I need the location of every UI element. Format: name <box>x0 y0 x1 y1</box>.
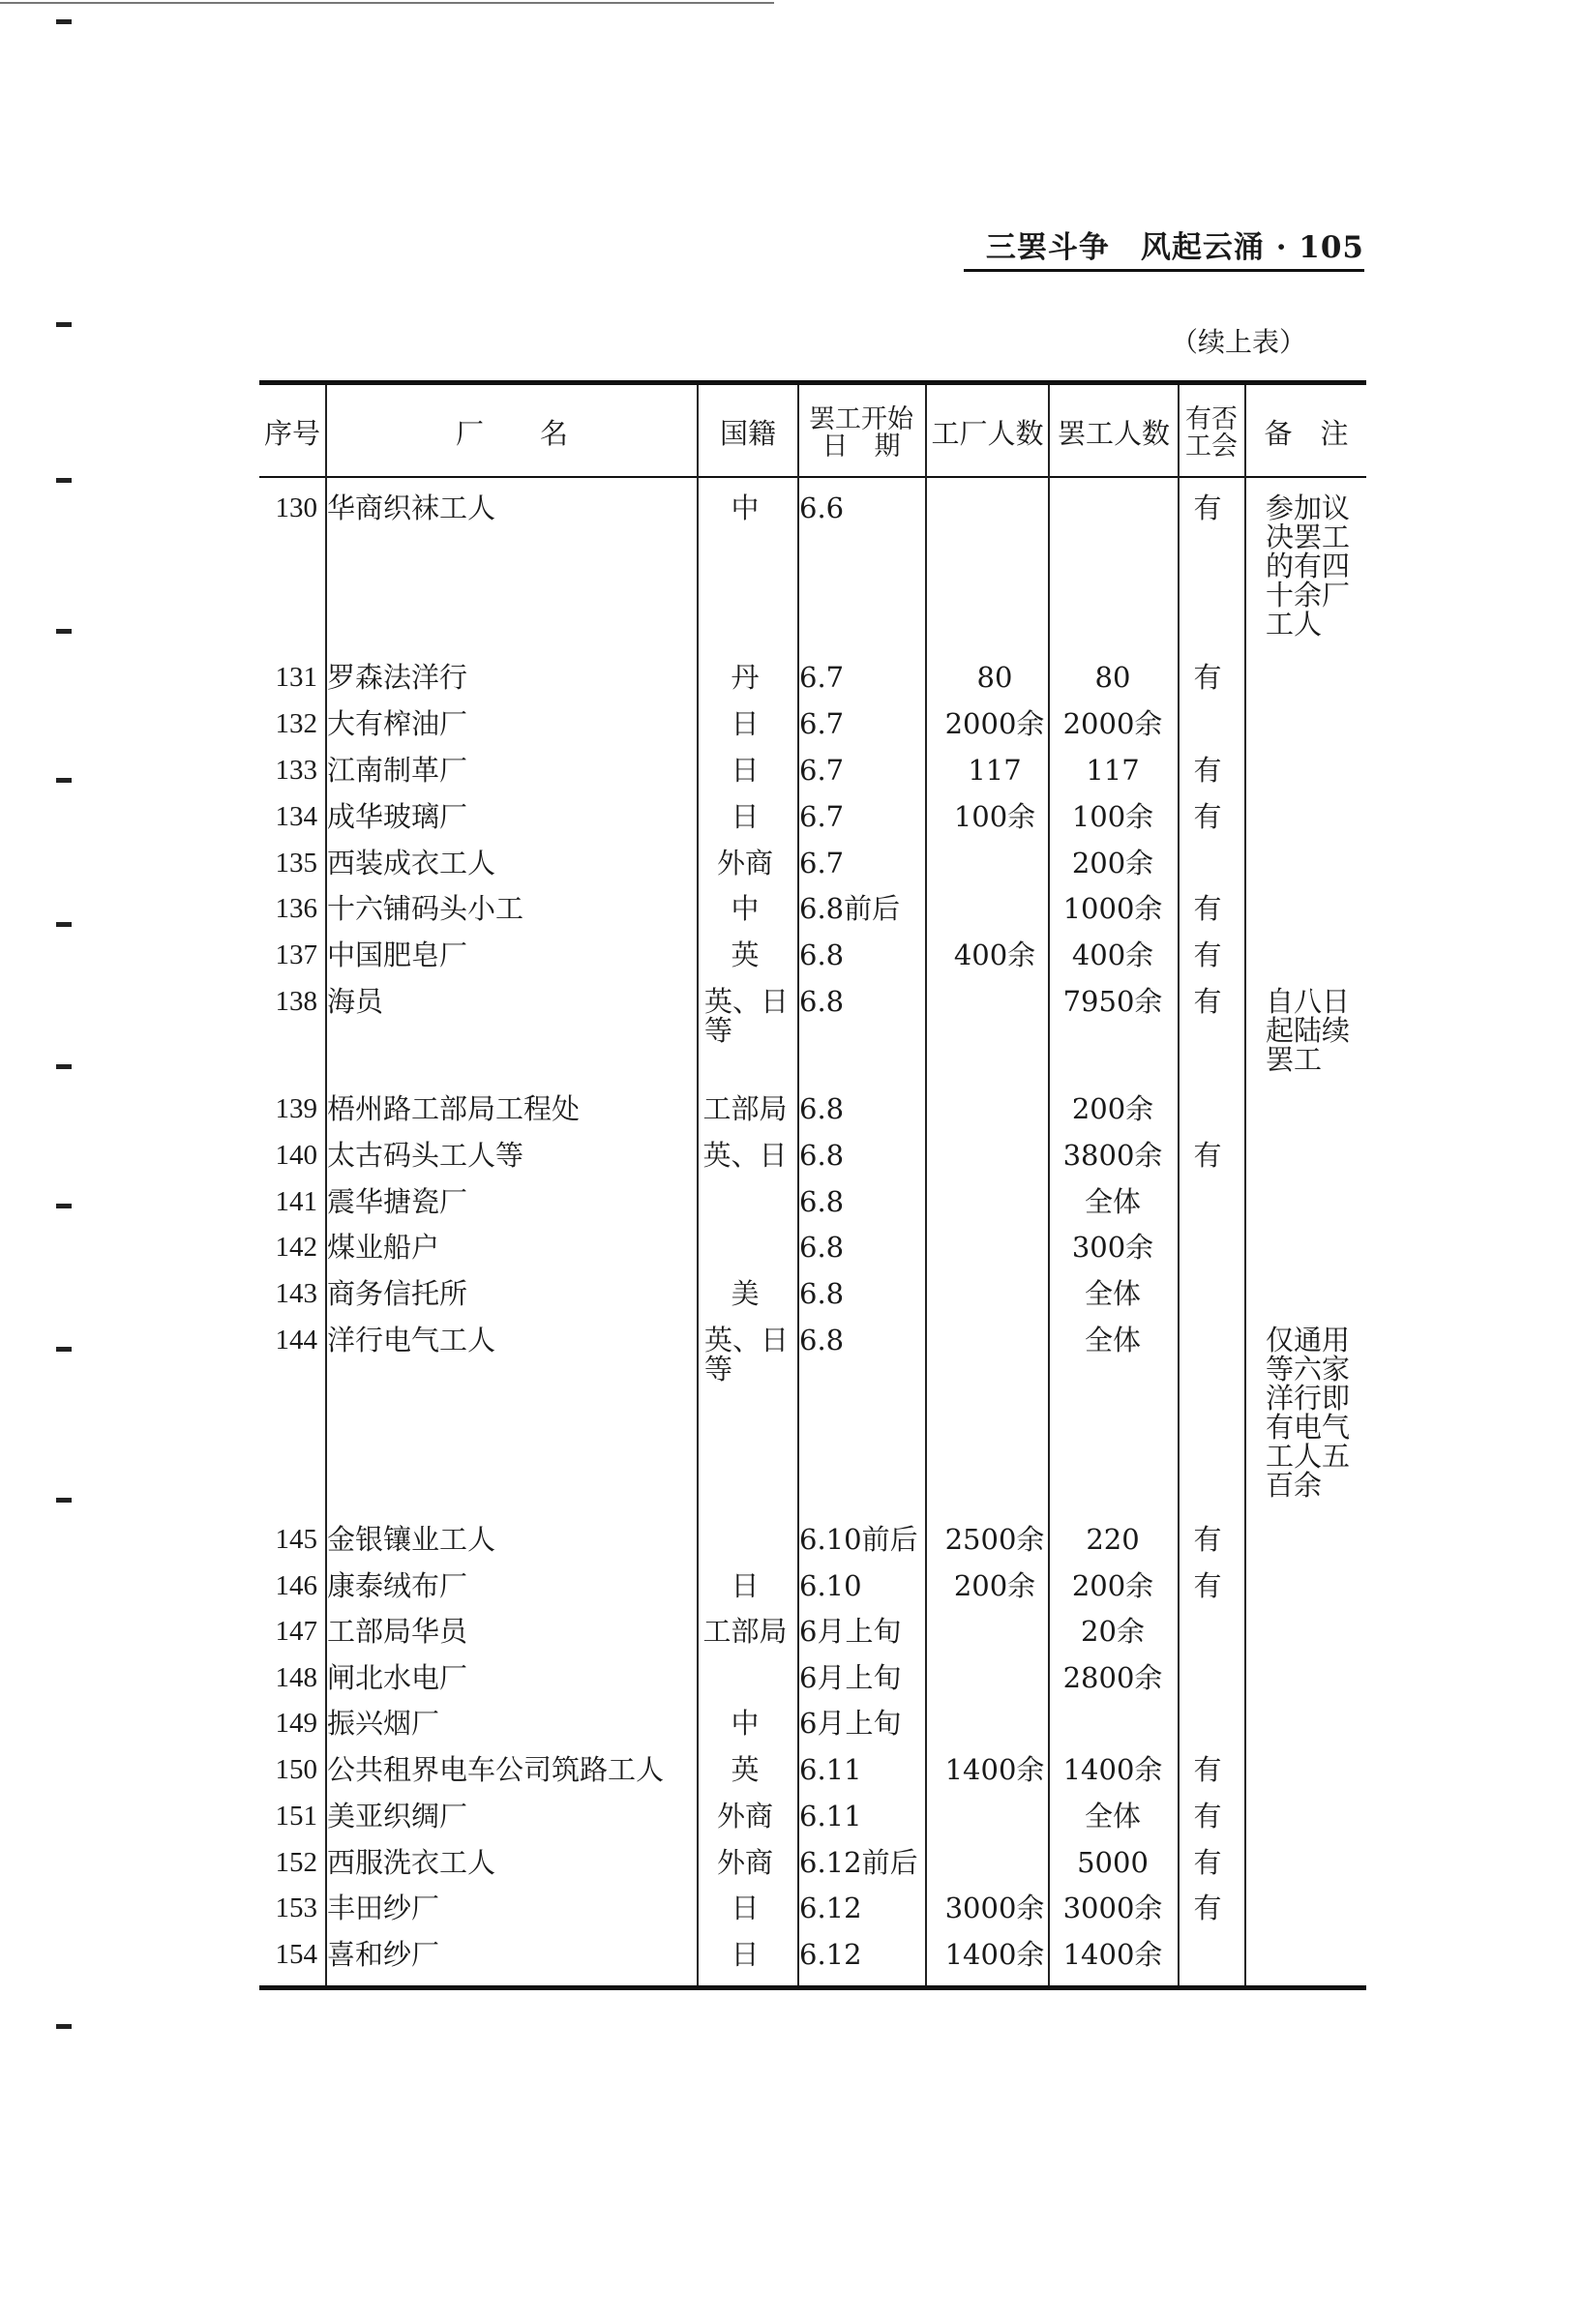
table-bottom-rule <box>259 1985 1366 1990</box>
strike-date: 6.8 <box>799 1185 845 1218</box>
factory-workers: 2000余 <box>944 707 1045 740</box>
factory-workers: 2500余 <box>944 1523 1045 1556</box>
strike-workers: 200余 <box>1071 847 1154 879</box>
header-strike-workers: 罢工人数 <box>1057 416 1170 450</box>
row-number: 148 <box>275 1662 317 1693</box>
strike-date: 6月上旬 <box>799 1707 902 1740</box>
nationality: 外商 <box>716 1800 773 1832</box>
strike-workers: 全体 <box>1084 1185 1141 1218</box>
nationality: 丹 <box>731 661 760 694</box>
row-number: 150 <box>275 1754 317 1785</box>
factory-name: 华商织袜工人 <box>327 492 496 524</box>
column-divider <box>697 385 699 1985</box>
factory-name: 美亚织绸厂 <box>327 1800 468 1832</box>
strike-date: 6.8 <box>799 1092 845 1125</box>
factory-name: 太古码头工人等 <box>327 1139 524 1172</box>
union-status: 有 <box>1193 661 1222 694</box>
union-status: 有 <box>1193 1800 1222 1832</box>
row-number: 131 <box>275 662 317 693</box>
union-status: 有 <box>1193 985 1222 1018</box>
nationality: 英 <box>731 939 760 971</box>
strike-workers: 全体 <box>1084 1800 1141 1832</box>
union-status: 有 <box>1193 800 1222 833</box>
factory-name: 工部局华员 <box>327 1615 468 1648</box>
row-number: 134 <box>275 801 317 832</box>
factory-workers: 1400余 <box>944 1753 1045 1786</box>
header-rule <box>964 269 1364 272</box>
remark: 自八日起陆续罢工 <box>1266 985 1351 1076</box>
factory-name: 康泰绒布厂 <box>327 1569 468 1602</box>
row-number: 144 <box>275 1325 317 1356</box>
continued-label: （续上表） <box>1170 326 1306 358</box>
union-status: 有 <box>1193 492 1222 524</box>
row-number: 147 <box>275 1616 317 1647</box>
row-number: 138 <box>275 986 317 1017</box>
factory-name: 罗森法洋行 <box>327 661 468 694</box>
row-number: 140 <box>275 1140 317 1171</box>
nationality: 外商 <box>716 847 773 879</box>
strike-date: 6.11 <box>799 1800 862 1832</box>
factory-workers: 80 <box>976 661 1013 694</box>
factory-workers: 100余 <box>953 800 1036 833</box>
strike-date: 6.8前后 <box>799 892 901 925</box>
remark: 仅通用等六家洋行即有电气工人五百余 <box>1266 1324 1351 1502</box>
row-number: 135 <box>275 848 317 879</box>
factory-workers: 3000余 <box>944 1892 1045 1924</box>
strike-workers: 5000 <box>1077 1846 1149 1879</box>
column-divider <box>925 385 927 1985</box>
nationality: 日 <box>731 1569 760 1602</box>
strike-workers: 20余 <box>1081 1615 1145 1648</box>
row-number: 151 <box>275 1801 317 1832</box>
nationality: 中 <box>731 1707 760 1740</box>
strike-date: 6.10 <box>799 1569 862 1602</box>
strike-date: 6.8 <box>799 1277 845 1310</box>
nationality: 日 <box>731 800 760 833</box>
scan-edge-line <box>0 2 774 4</box>
factory-name: 江南制革厂 <box>327 754 468 787</box>
strike-workers: 117 <box>1086 754 1140 787</box>
factory-name: 西服洗衣工人 <box>327 1846 496 1879</box>
margin-mark <box>56 19 72 24</box>
factory-name: 闸北水电厂 <box>327 1661 468 1694</box>
margin-mark <box>56 1347 72 1352</box>
factory-name: 梧州路工部局工程处 <box>327 1092 581 1125</box>
strike-date: 6.11 <box>799 1753 862 1786</box>
table-top-rule <box>259 380 1366 385</box>
header-union: 有否工会 <box>1185 403 1238 462</box>
factory-name: 西装成衣工人 <box>327 847 496 879</box>
union-status: 有 <box>1193 1523 1222 1556</box>
union-status: 有 <box>1193 1139 1222 1172</box>
factory-name: 喜和纱厂 <box>327 1938 440 1971</box>
nationality: 工部局 <box>702 1615 788 1648</box>
union-status: 有 <box>1193 939 1222 971</box>
column-divider <box>1178 385 1180 1985</box>
strike-workers: 1400余 <box>1062 1753 1163 1786</box>
strike-date: 6.8 <box>799 1324 845 1356</box>
strike-workers: 2800余 <box>1062 1661 1163 1694</box>
strike-date: 6.6 <box>799 492 845 524</box>
nationality: 美 <box>731 1277 760 1310</box>
row-number: 139 <box>275 1093 317 1124</box>
nationality: 中 <box>731 892 760 925</box>
row-number: 152 <box>275 1847 317 1878</box>
row-number: 142 <box>275 1232 317 1263</box>
factory-workers: 1400余 <box>944 1938 1045 1971</box>
nationality: 中 <box>731 492 760 524</box>
union-status: 有 <box>1193 1892 1222 1924</box>
row-number: 145 <box>275 1524 317 1555</box>
margin-mark <box>56 629 72 634</box>
factory-name: 中国肥皂厂 <box>327 939 468 971</box>
union-status: 有 <box>1193 1569 1222 1602</box>
strike-workers: 3800余 <box>1062 1139 1163 1172</box>
header-no: 序号 <box>263 416 320 450</box>
strike-workers: 1400余 <box>1062 1938 1163 1971</box>
union-status: 有 <box>1193 1753 1222 1786</box>
union-status: 有 <box>1193 1846 1222 1879</box>
header-factory-workers: 工厂人数 <box>931 416 1044 450</box>
row-number: 146 <box>275 1570 317 1601</box>
strike-workers: 100余 <box>1071 800 1154 833</box>
strike-workers: 全体 <box>1084 1277 1141 1310</box>
strike-workers: 7950余 <box>1062 985 1163 1018</box>
strike-workers: 80 <box>1094 661 1131 694</box>
table-header-rule <box>259 476 1366 478</box>
header-name: 厂 名 <box>455 416 568 450</box>
factory-workers: 200余 <box>953 1569 1036 1602</box>
strike-date: 6.8 <box>799 939 845 971</box>
strike-date: 6.7 <box>799 800 845 833</box>
factory-name: 震华搪瓷厂 <box>327 1185 468 1218</box>
strike-workers: 3000余 <box>1062 1892 1163 1924</box>
margin-mark <box>56 1064 72 1069</box>
header-remarks: 备 注 <box>1264 416 1349 450</box>
strike-date: 6.8 <box>799 1231 845 1264</box>
strike-workers: 全体 <box>1084 1324 1141 1356</box>
factory-workers: 117 <box>968 754 1022 787</box>
factory-name: 十六铺码头小工 <box>327 892 524 925</box>
strike-date: 6.7 <box>799 707 845 740</box>
factory-name: 商务信托所 <box>327 1277 468 1310</box>
row-number: 136 <box>275 893 317 924</box>
nationality: 日 <box>731 707 760 740</box>
strike-workers: 200余 <box>1071 1569 1154 1602</box>
nationality: 英、日等 <box>704 985 790 1047</box>
nationality: 外商 <box>716 1846 773 1879</box>
strike-date: 6.8 <box>799 1139 845 1172</box>
strike-workers: 2000余 <box>1062 707 1163 740</box>
strike-date: 6月上旬 <box>799 1615 902 1648</box>
strike-date: 6月上旬 <box>799 1661 902 1694</box>
header-date: 罢工开始日 期 <box>809 403 913 462</box>
factory-name: 大有榨油厂 <box>327 707 468 740</box>
factory-name: 洋行电气工人 <box>327 1324 496 1356</box>
factory-workers: 400余 <box>953 939 1036 971</box>
margin-mark <box>56 1204 72 1208</box>
factory-name: 金银镶业工人 <box>327 1523 496 1556</box>
margin-mark <box>56 2024 72 2029</box>
row-number: 149 <box>275 1708 317 1739</box>
strike-workers: 400余 <box>1071 939 1154 971</box>
strike-workers: 220 <box>1086 1523 1140 1556</box>
running-head: 三罢斗争 风起云涌 · 105 <box>985 230 1364 265</box>
margin-mark <box>56 778 72 783</box>
row-number: 130 <box>275 492 317 523</box>
row-number: 153 <box>275 1892 317 1923</box>
strike-date: 6.12 <box>799 1892 862 1924</box>
nationality: 英、日等 <box>704 1324 790 1385</box>
column-divider <box>1244 385 1246 1985</box>
strike-workers: 1000余 <box>1062 892 1163 925</box>
nationality: 日 <box>731 1892 760 1924</box>
factory-name: 振兴烟厂 <box>327 1707 440 1740</box>
margin-mark <box>56 922 72 927</box>
strike-date: 6.8 <box>799 985 845 1018</box>
union-status: 有 <box>1193 754 1222 787</box>
row-number: 143 <box>275 1278 317 1309</box>
strike-date: 6.7 <box>799 754 845 787</box>
row-number: 132 <box>275 708 317 739</box>
strike-workers: 300余 <box>1071 1231 1154 1264</box>
factory-name: 成华玻璃厂 <box>327 800 468 833</box>
factory-name: 公共租界电车公司筑路工人 <box>327 1753 665 1786</box>
remark: 参加议决罢工的有四十余厂工人 <box>1266 492 1351 641</box>
row-number: 154 <box>275 1939 317 1970</box>
margin-mark <box>56 478 72 483</box>
nationality: 工部局 <box>702 1092 788 1125</box>
strike-date: 6.7 <box>799 661 845 694</box>
nationality: 英、日 <box>702 1139 788 1172</box>
factory-name: 丰田纱厂 <box>327 1892 440 1924</box>
row-number: 137 <box>275 939 317 970</box>
strike-date: 6.7 <box>799 847 845 879</box>
strike-workers: 200余 <box>1071 1092 1154 1125</box>
row-number: 141 <box>275 1186 317 1217</box>
strike-date: 6.12 <box>799 1938 862 1971</box>
factory-name: 煤业船户 <box>327 1231 440 1264</box>
nationality: 英 <box>731 1753 760 1786</box>
nationality: 日 <box>731 1938 760 1971</box>
strike-date: 6.12前后 <box>799 1846 918 1879</box>
margin-mark <box>56 322 72 327</box>
column-divider <box>1048 385 1050 1985</box>
strike-date: 6.10前后 <box>799 1523 918 1556</box>
header-nationality: 国籍 <box>719 416 776 450</box>
margin-mark <box>56 1498 72 1503</box>
nationality: 日 <box>731 754 760 787</box>
factory-name: 海员 <box>327 985 384 1018</box>
union-status: 有 <box>1193 892 1222 925</box>
row-number: 133 <box>275 755 317 786</box>
